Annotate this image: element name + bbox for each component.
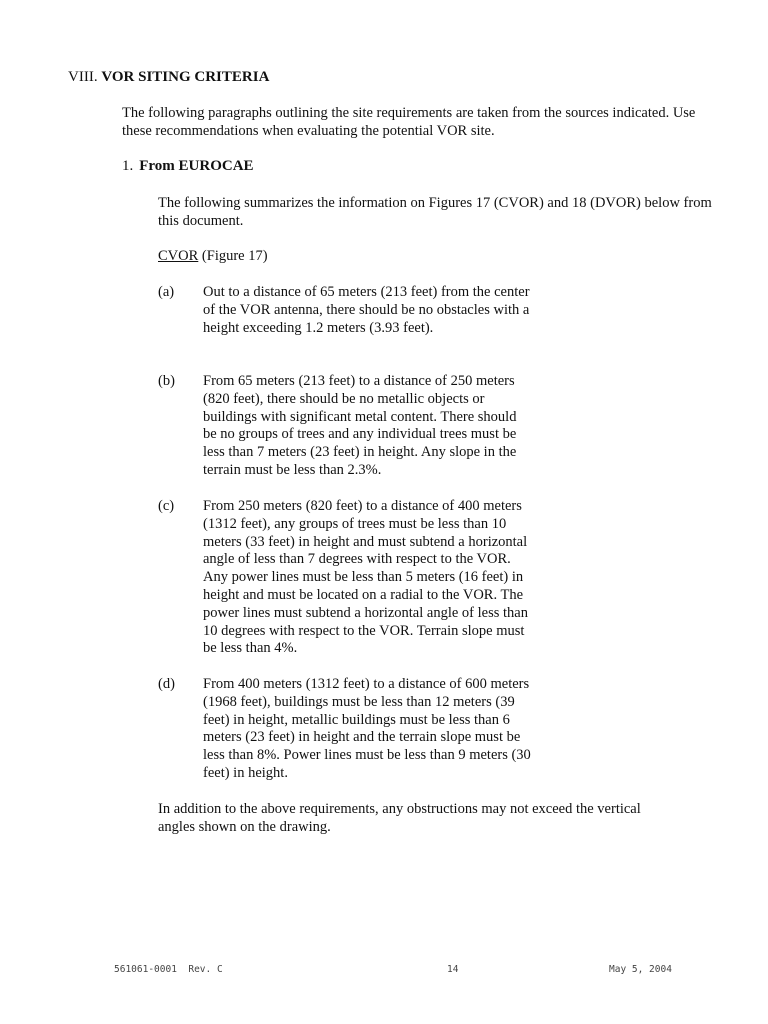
cvor-heading <box>158 247 268 265</box>
item-d-label: (d) <box>158 676 175 692</box>
cvor-heading-rest: (Figure 17) <box>198 248 268 264</box>
subsection-title: From EUROCAE <box>139 158 254 174</box>
section-heading <box>68 68 269 86</box>
subsection-heading <box>122 157 254 175</box>
section-title: VOR SITING CRITERIA <box>101 69 270 85</box>
item-c-text: From 250 meters (820 feet) to a distance of 400 meters (1312 feet), any groups of trees must be less than 10 meters (33 feet) in height and must subtend a horizontal angle of less than 7 degrees with respect to the VOR. Any power lines must be less than 5 meters (16 feet) in height and must be located on a radial to the VOR. The power lines must subtend a horizontal angle of less than 10 degrees with respect to the VOR. Terrain slope must be less than 4%. <box>203 498 528 657</box>
item-b-label: (b) <box>158 373 175 389</box>
item-a-text: Out to a distance of 65 meters (213 feet) from the center of the VOR antenna, there should be no obstacles with a height exceeding 1.2 meters (3.93 feet). <box>203 284 530 336</box>
footer-doc-id: 561061-0001 Rev. C <box>114 964 223 975</box>
cvor-heading-underlined: CVOR <box>158 248 199 264</box>
footer-date: May 5, 2004 <box>609 964 672 975</box>
summary-paragraph: The following summarizes the information on Figures 17 (CVOR) and 18 (DVOR) below from this document. <box>158 195 712 229</box>
item-b-text: From 65 meters (213 feet) to a distance of 250 meters (820 feet), there should be no metallic objects or buildings with significant metal content. There should be no groups of trees and any individual trees must be less than 7 meters (23 feet) in height. Any slope in the terrain must be less than 2.3%. <box>203 373 517 478</box>
section-number: VIII. <box>68 69 98 85</box>
item-a-label: (a) <box>158 284 175 300</box>
subsection-number: 1. <box>122 158 134 174</box>
footer-page-number: 14 <box>447 964 459 975</box>
item-d-text: From 400 meters (1312 feet) to a distance of 600 meters (1968 feet), buildings must be less than 12 meters (39 feet) in height, metallic buildings must be less than 6 meters (23 feet) in height and the terrain slope must be less than 8%. Power lines must be less than 9 meters (30 feet) in height. <box>203 676 531 781</box>
intro-paragraph: The following paragraphs outlining the site requirements are taken from the sources indicated. Use these recommendations when evaluating the potential VOR site. <box>122 105 696 139</box>
closing-paragraph: In addition to the above requirements, any obstructions may not exceed the vertical angles shown on the drawing. <box>158 801 641 835</box>
item-c-label: (c) <box>158 498 175 514</box>
